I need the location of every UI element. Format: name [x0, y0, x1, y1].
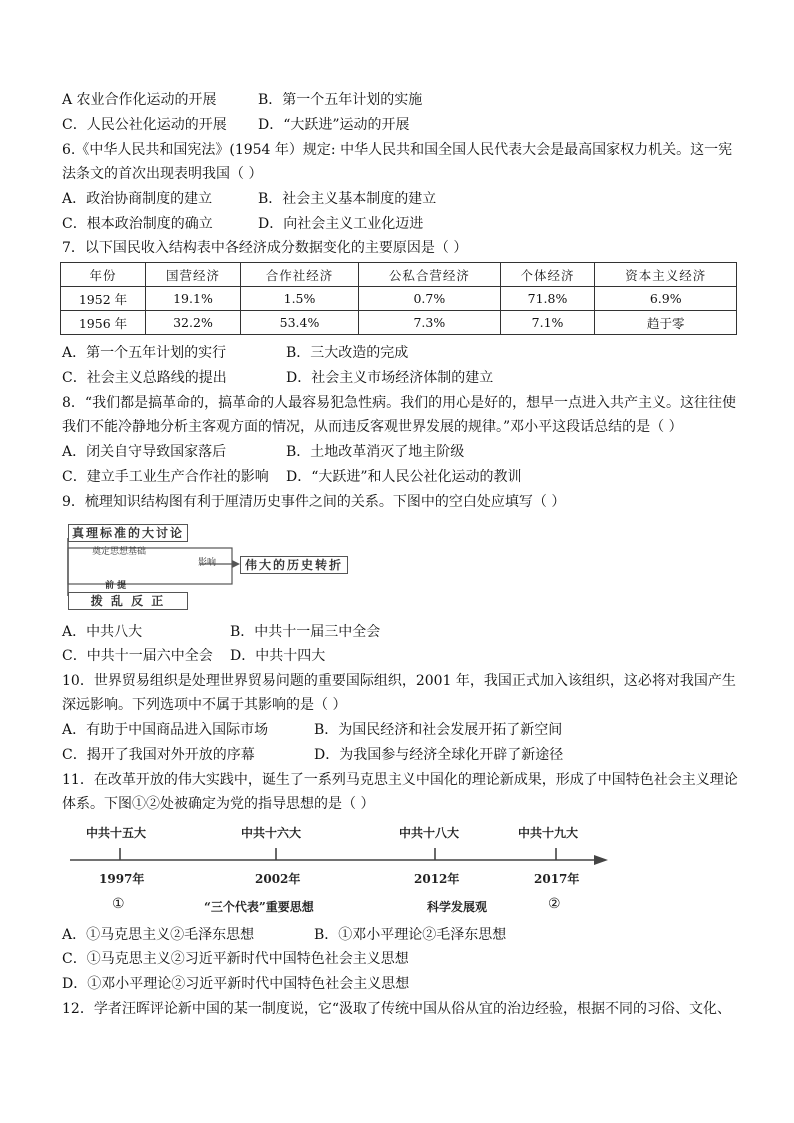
table-header-cell: 公私合营经济: [359, 263, 500, 287]
q11-stem-line1: 11．在改革开放的伟大实践中，诞生了一系列马克思主义中国化的理论新成果，形成了中国特色社会主义理论: [62, 772, 738, 788]
table-header-cell: 个体经济: [500, 263, 595, 287]
q10-option-c[interactable]: C．揭开了我国对外开放的序幕: [62, 747, 255, 763]
diagram-bottom-box: 拨 乱 反 正: [68, 592, 188, 610]
table-cell: 1952 年: [61, 287, 146, 311]
q6-option-b[interactable]: B．社会主义基本制度的建立: [258, 191, 437, 207]
q6-option-a[interactable]: A．政治协商制度的建立: [62, 191, 213, 207]
timeline-congress: 中共十八大: [399, 826, 460, 840]
timeline-axis: [66, 842, 612, 872]
timeline-thought: ①: [112, 896, 125, 912]
table-cell: 32.2%: [146, 311, 241, 335]
timeline-congress: 中共十五大: [86, 826, 147, 840]
table-cell: 1956 年: [61, 311, 146, 335]
q7-option-b[interactable]: B．三大改造的完成: [286, 345, 409, 361]
q5-option-b[interactable]: B．第一个五年计划的实施: [258, 92, 423, 108]
timeline-year: 2012年: [414, 872, 460, 886]
q9-stem: 9．梳理知识结构图有利于厘清历史事件之间的关系。下图中的空白处应填写（ ）: [62, 494, 566, 510]
q6-stem-line2: 法条文的首次出现表明我国（ ）: [62, 166, 263, 182]
q6-option-c[interactable]: C．根本政治制度的确立: [62, 216, 213, 232]
diagram-right-box: 伟大的历史转折: [240, 556, 348, 574]
table-header-cell: 资本主义经济: [595, 263, 737, 287]
q7-option-c[interactable]: C．社会主义总路线的提出: [62, 370, 227, 386]
table-cell: 53.4%: [240, 311, 358, 335]
timeline-thought: “三个代表”重要思想: [204, 900, 314, 914]
q6-stem-line1: 6.《中华人民共和国宪法》(1954 年）规定: 中华人民共和国全国人民代表大会是最高国家权力机关。这一宪: [62, 142, 733, 158]
q9-option-b[interactable]: B．中共十一届三中全会: [230, 624, 381, 640]
diagram-bottom-label: 前 提: [105, 581, 127, 591]
q7-stem: 7．以下国民收入结构表中各经济成分数据变化的主要原因是（ ）: [62, 240, 468, 256]
timeline-year: 2017年: [534, 872, 580, 886]
q6-option-d[interactable]: D．向社会主义工业化迈进: [258, 216, 424, 232]
q12-stem-line1: 12．学者汪晖评论新中国的某一制度说，它“汲取了传统中国从俗从宜的治边经验，根据不同的习俗、文化、: [62, 1001, 731, 1017]
table-cell: 19.1%: [146, 287, 241, 311]
q8-option-b[interactable]: B．土地改革消灭了地主阶级: [286, 444, 465, 460]
q5-option-d[interactable]: D．“大跃进”运动的开展: [258, 117, 410, 133]
table-cell: 6.9%: [595, 287, 737, 311]
q10-stem-line1: 10．世界贸易组织是处理世界贸易问题的重要国际组织，2001 年，我国正式加入该组织，这必将对我国产生: [62, 673, 736, 689]
diagram-arrow-label: 影响: [198, 558, 217, 568]
q10-stem-line2: 深远影响。下列选项中不属于其影响的是（ ）: [62, 697, 347, 713]
table-cell: 0.7%: [359, 287, 500, 311]
q10-option-d[interactable]: D．为我国参与经济全球化开辟了新途径: [314, 747, 564, 763]
table-row: [61, 311, 737, 335]
timeline-year: 2002年: [255, 872, 301, 886]
q8-stem-line1: 8．“我们都是搞革命的，搞革命的人最容易犯急性病。我们的用心是好的，想早一点进入共产主义。这往往使: [62, 395, 737, 411]
q5-option-c[interactable]: C．人民公社化运动的开展: [62, 117, 227, 133]
table-header-cell: 年份: [61, 263, 146, 287]
table-cell: 1.5%: [240, 287, 358, 311]
q7-option-a[interactable]: A．第一个五年计划的实行: [62, 345, 227, 361]
table-header-row: [61, 263, 737, 287]
q10-option-a[interactable]: A．有助于中国商品进入国际市场: [62, 722, 269, 738]
q11-option-d[interactable]: D．①邓小平理论②习近平新时代中国特色社会主义思想: [62, 976, 410, 992]
q8-option-c[interactable]: C．建立手工业生产合作社的影响: [62, 469, 269, 485]
diagram-top-box: 真理标准的大讨论: [68, 524, 188, 542]
q8-option-d[interactable]: D．“大跃进”和人民公社化运动的教训: [286, 469, 522, 485]
diagram-top-label: 奠定思想基础: [92, 547, 147, 557]
q10-option-b[interactable]: B．为国民经济和社会发展开拓了新空间: [314, 722, 563, 738]
q8-stem-line2: 我们不能冷静地分析主客观方面的情况，从而违反客观世界发展的规律。”邓小平这段话总结的是（ ）: [62, 419, 683, 435]
timeline-year: 1997年: [99, 872, 145, 886]
q7-option-d[interactable]: D．社会主义市场经济体制的建立: [286, 370, 494, 386]
table-cell: 71.8%: [500, 287, 595, 311]
q11-option-a[interactable]: A．①马克思主义②毛泽东思想: [62, 927, 255, 943]
q9-option-d[interactable]: D．中共十四大: [230, 648, 326, 664]
timeline-congress: 中共十九大: [518, 826, 579, 840]
q11-stem-line2: 体系。下图①②处被确定为党的指导思想的是（ ）: [62, 796, 375, 812]
timeline-thought: ②: [548, 896, 561, 912]
q8-option-a[interactable]: A．闭关自守导致国家落后: [62, 444, 227, 460]
table-header-cell: 合作社经济: [240, 263, 358, 287]
q5-option-a[interactable]: A 农业合作化运动的开展: [62, 92, 217, 108]
table-row: [61, 287, 737, 311]
q9-option-c[interactable]: C．中共十一届六中全会: [62, 648, 213, 664]
table-cell: 趋于零: [595, 311, 737, 335]
q11-option-b[interactable]: B．①邓小平理论②毛泽东思想: [314, 927, 507, 943]
q9-option-a[interactable]: A．中共八大: [62, 624, 143, 640]
table-cell: 7.3%: [359, 311, 500, 335]
income-structure-table: [60, 262, 737, 335]
q11-option-c[interactable]: C．①马克思主义②习近平新时代中国特色社会主义思想: [62, 951, 409, 967]
table-header-cell: 国营经济: [146, 263, 241, 287]
timeline-thought: 科学发展观: [427, 900, 488, 914]
table-cell: 7.1%: [500, 311, 595, 335]
timeline-congress: 中共十六大: [241, 826, 302, 840]
